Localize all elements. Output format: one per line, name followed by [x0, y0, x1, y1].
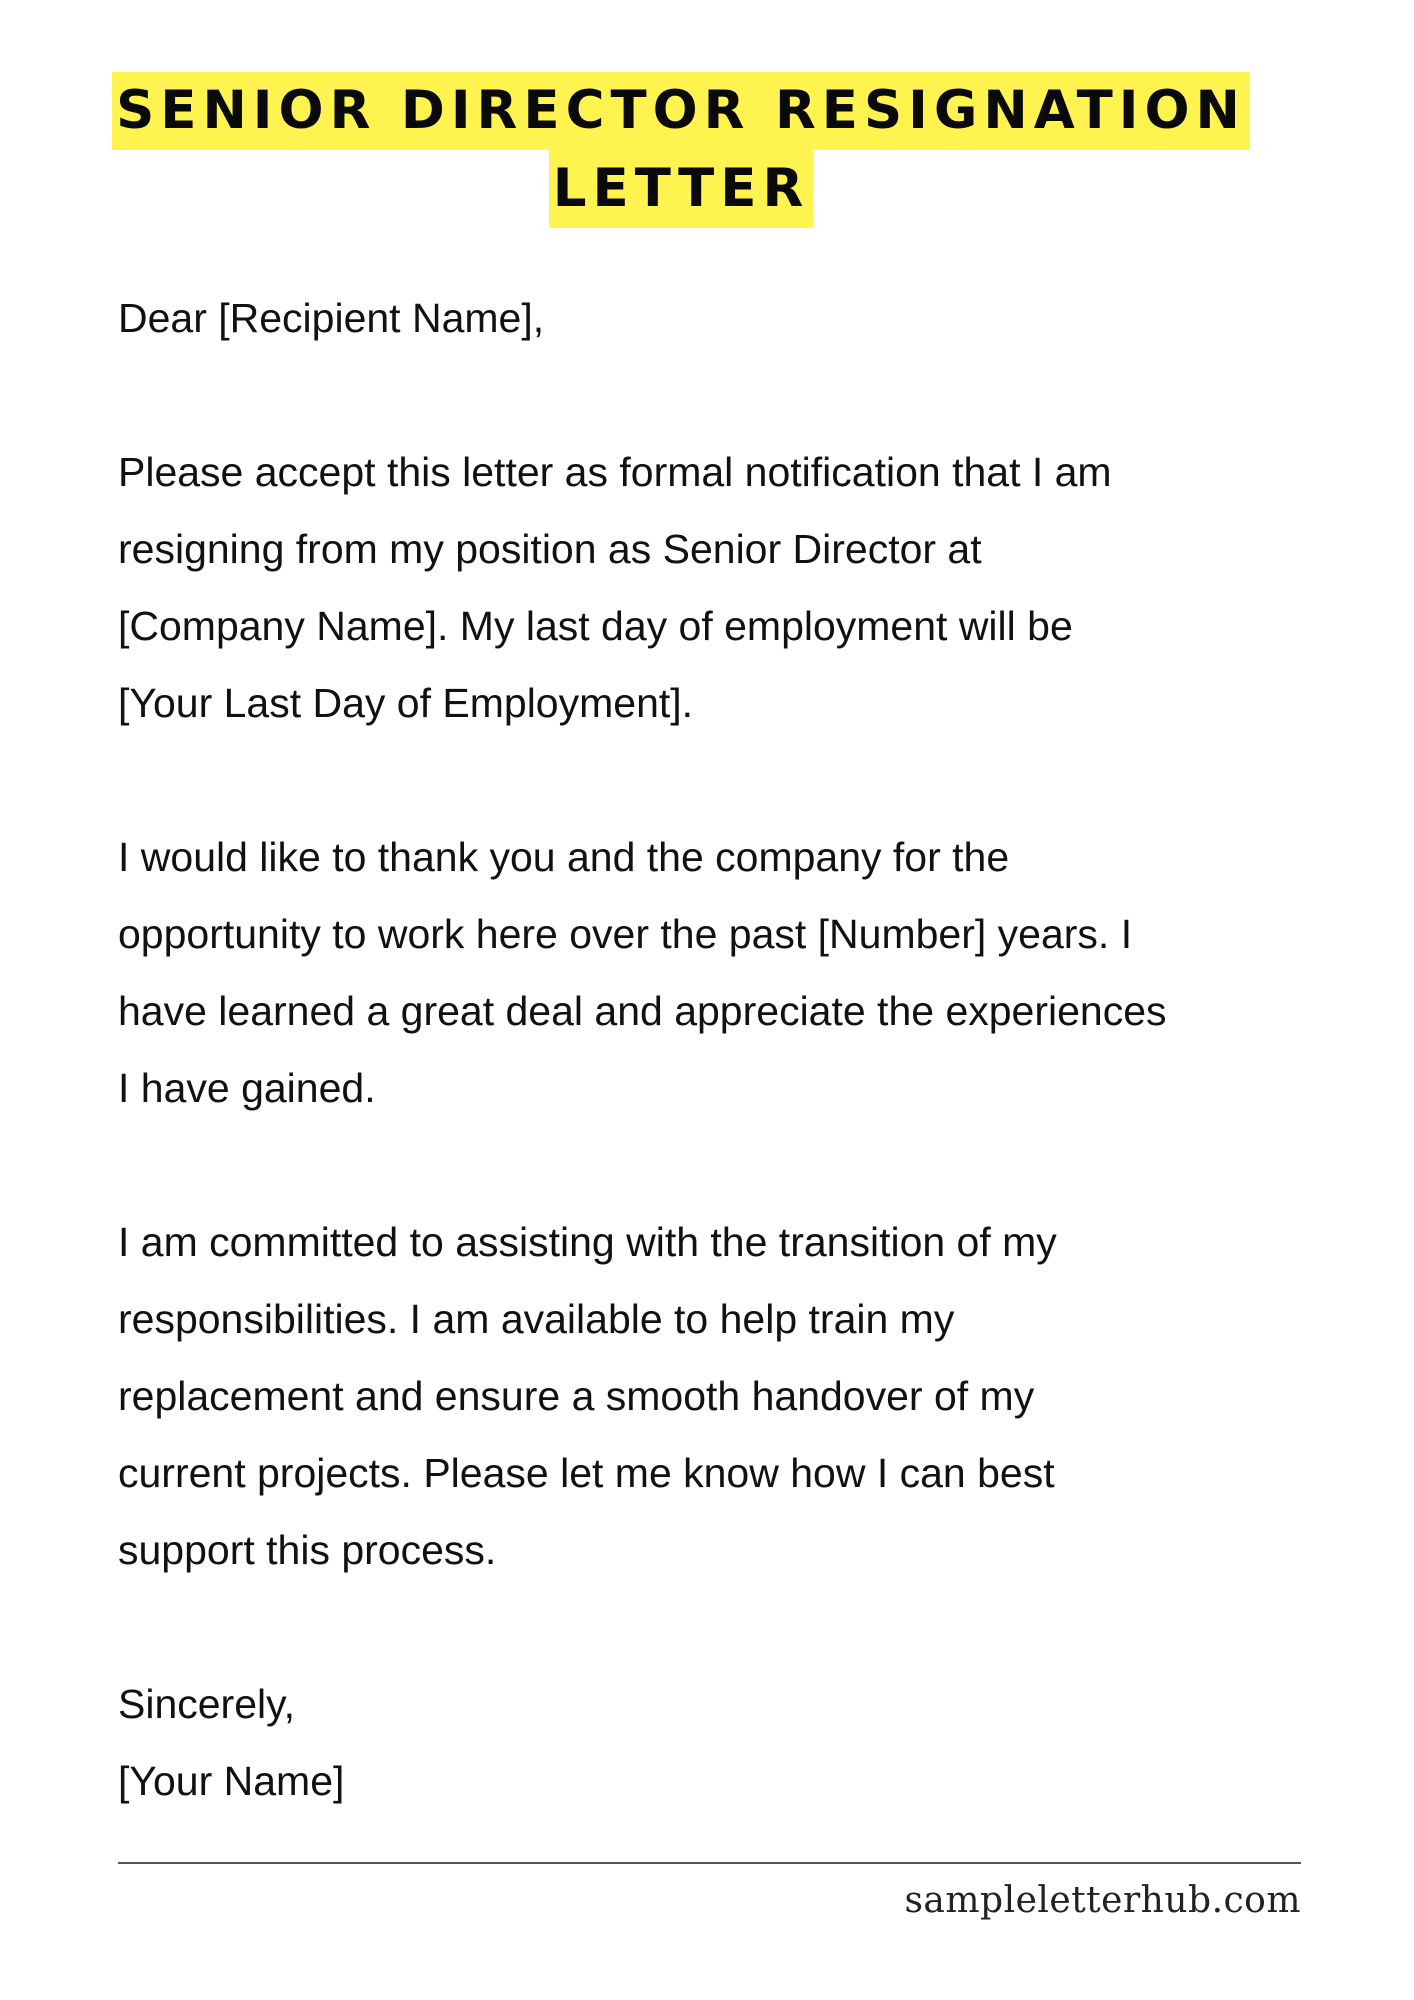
paragraph-line: I have gained.	[118, 1065, 376, 1111]
spacer	[118, 1589, 1358, 1666]
spacer	[118, 1127, 1358, 1204]
paragraph-line: opportunity to work here over the past [Number] years. I	[118, 911, 1133, 957]
title-line-2: LETTER	[549, 150, 814, 228]
footer-divider	[118, 1862, 1301, 1864]
spacer	[118, 357, 1358, 434]
greeting: Dear [Recipient Name],	[118, 295, 545, 341]
paragraph-line: [Company Name]. My last day of employment will be	[118, 603, 1073, 649]
paragraph-line: I am committed to assisting with the transition of my	[118, 1219, 1057, 1265]
paragraph-gratitude	[118, 819, 1358, 1127]
paragraph-notification	[118, 434, 1358, 742]
paragraph-line: responsibilities. I am available to help train my	[118, 1296, 955, 1342]
paragraph-line: current projects. Please let me know how I can best	[118, 1450, 1055, 1496]
spacer	[118, 742, 1358, 819]
paragraph-line: [Your Last Day of Employment].	[118, 680, 694, 726]
signature: [Your Name]	[118, 1758, 345, 1804]
title-line-1: SENIOR DIRECTOR RESIGNATION	[112, 72, 1250, 150]
paragraph-line: replacement and ensure a smooth handover of my	[118, 1373, 1035, 1419]
paragraph-line: resigning from my position as Senior Director at	[118, 526, 982, 572]
paragraph-line: I would like to thank you and the company for the	[118, 834, 1010, 880]
paragraph-line: Please accept this letter as formal notification that I am	[118, 449, 1112, 495]
closing: Sincerely,	[118, 1681, 295, 1727]
letter-body	[118, 280, 1358, 1820]
footer-site: sampleletterhub.com	[904, 1880, 1301, 1921]
paragraph-line: support this process.	[118, 1527, 497, 1573]
paragraph-transition	[118, 1204, 1358, 1589]
paragraph-line: have learned a great deal and appreciate the experiences	[118, 988, 1167, 1034]
page-title	[0, 72, 1362, 228]
